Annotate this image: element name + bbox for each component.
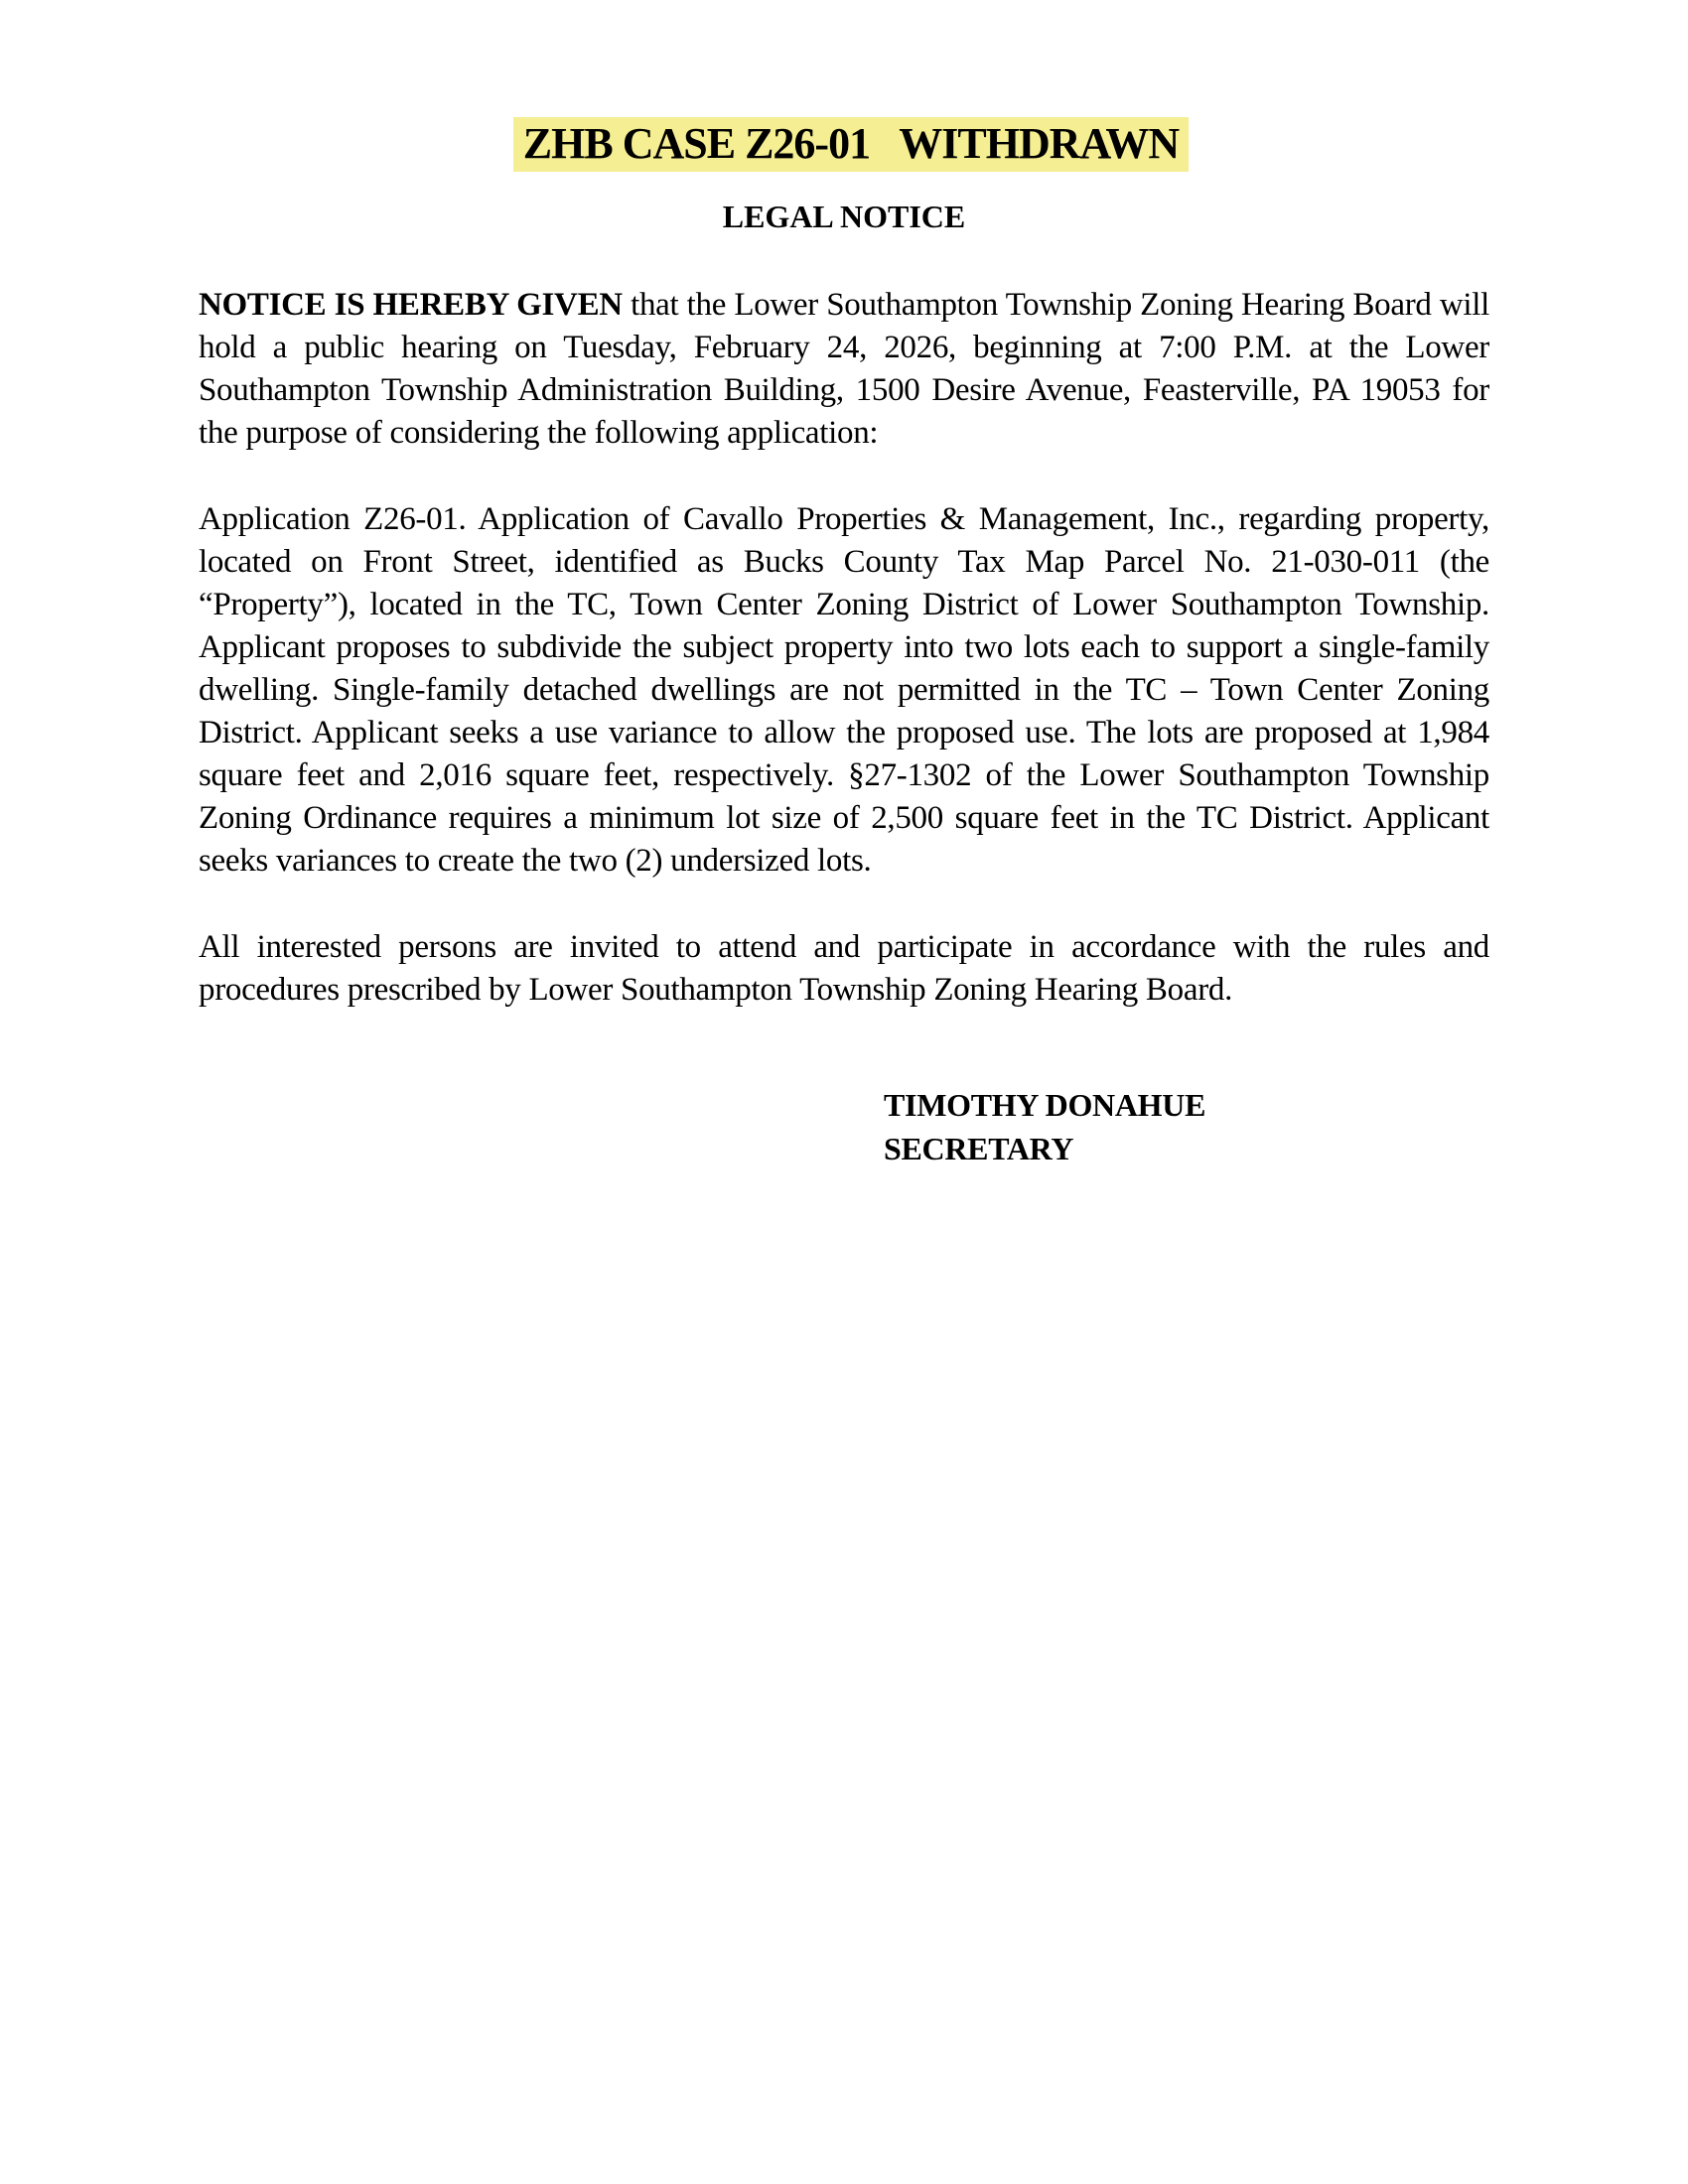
notice-body — [199, 284, 1489, 1170]
notice-paragraph-hearing — [199, 284, 1489, 455]
legal-notice-heading: LEGAL NOTICE — [722, 199, 966, 234]
case-status-banner: ZHB CASE Z26-01 WITHDRAWN — [513, 117, 1189, 172]
notice-bold-lead: NOTICE IS HEREBY GIVEN — [199, 287, 623, 323]
signature-block — [884, 1083, 1489, 1170]
signatory-name: TIMOTHY DONAHUE — [884, 1087, 1206, 1123]
notice-paragraph-hearing-text: that the Lower Southampton Township Zoning Hearing Board will hold a public hearing on Tuesday, February 24, 2026, beginning at 7:00 P.M. at the Lower Southampton Township Administration Building, 1500 Desire Avenue, Feasterville, PA 19053 for the purpose of considering the following application: — [199, 287, 1489, 451]
notice-paragraph-application: Application Z26-01. Application of Cavallo Properties & Management, Inc., regarding property, located on Front Street, identified as Bucks County Tax Map Parcel No. 21-030-011 (the “Property”), located in the TC, Town Center Zoning District of Lower Southampton Township. Applicant proposes to subdivide the subject property into two lots each to support a single-family dwelling. Single-family detached dwellings are not permitted in the TC – Town Center Zoning District. Applicant seeks a use variance to allow the proposed use. The lots are proposed at 1,984 square feet and 2,016 square feet, respectively. §27-1302 of the Lower Southampton Township Zoning Ordinance requires a minimum lot size of 2,500 square feet in the TC District. Applicant seeks variances to create the two (2) undersized lots. — [199, 501, 1489, 879]
notice-paragraph-invitation: All interested persons are invited to attend and participate in accordance with the rules and procedures prescribed by Lower Southampton Township Zoning Hearing Board. — [199, 929, 1489, 1008]
signatory-title: SECRETARY — [884, 1131, 1074, 1166]
title-row — [14, 117, 1688, 172]
